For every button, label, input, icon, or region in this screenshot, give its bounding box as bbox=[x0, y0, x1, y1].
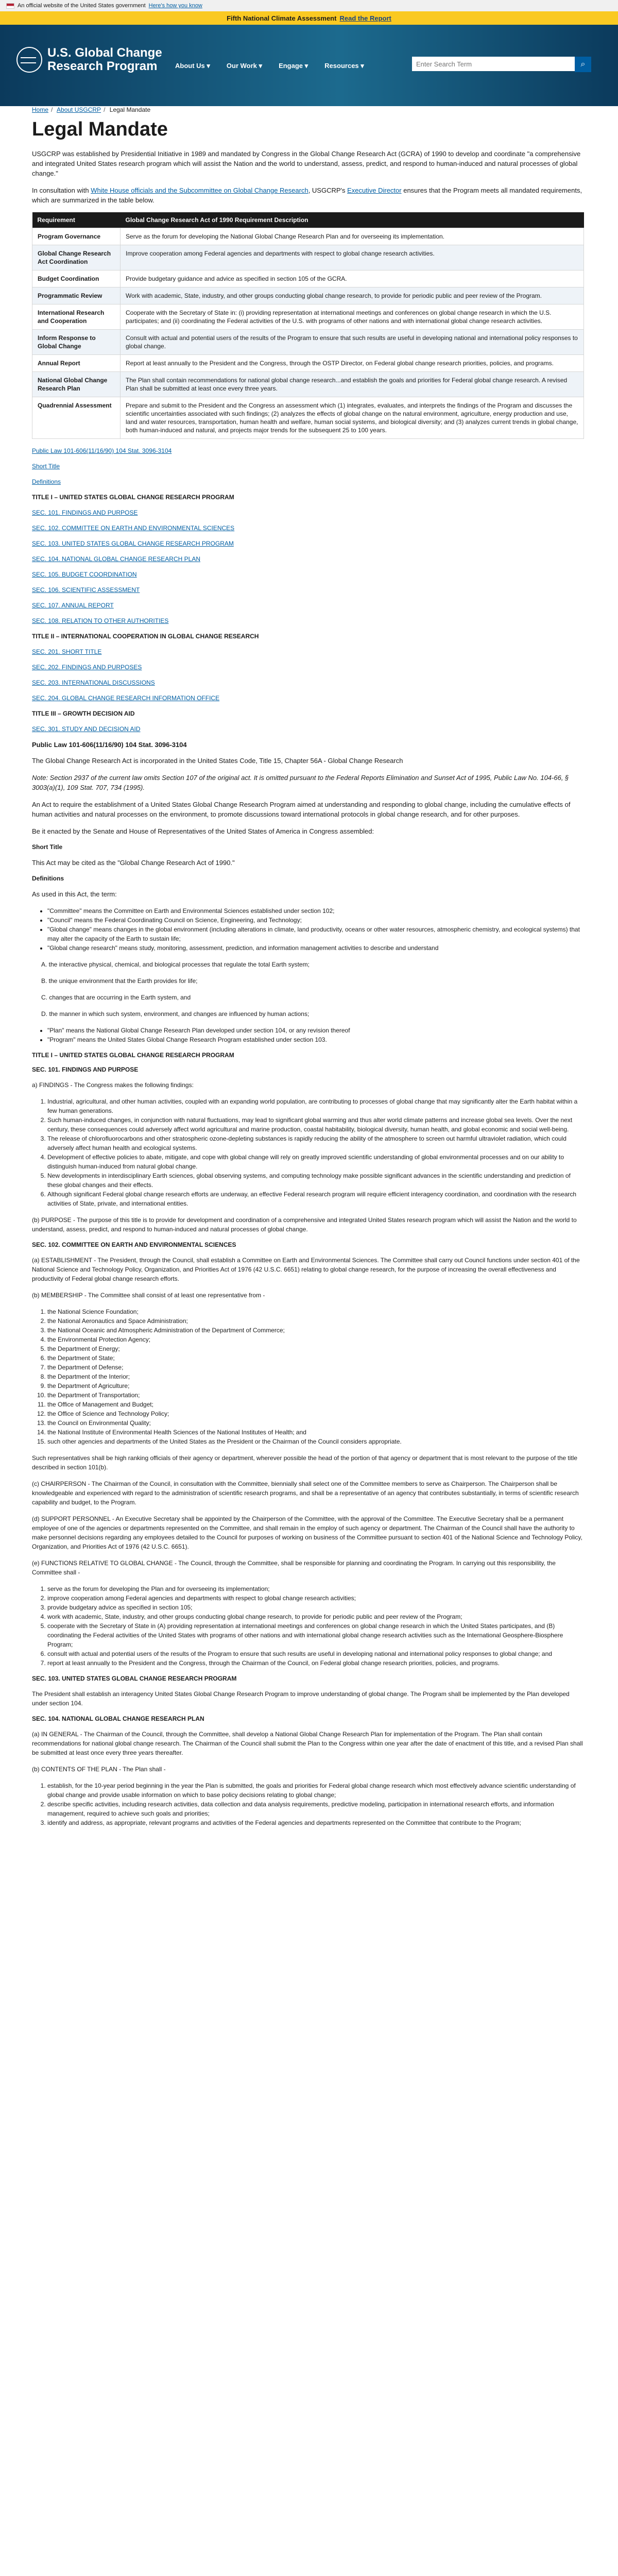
breadcrumb-current: Legal Mandate bbox=[109, 106, 151, 113]
short-title-text: This Act may be cited as the "Global Change Research Act of 1990." bbox=[32, 859, 235, 867]
site-header bbox=[0, 25, 618, 106]
list-item: 1. serve as the forum for developing the Plan and for overseeing its implementation; bbox=[47, 1584, 584, 1594]
toc-sec301[interactable]: SEC. 301. STUDY AND DECISION AID bbox=[32, 725, 141, 733]
list-item: 1. establish, for the 10-year period beginning in the year the Plan is submitted, the goals and priorities for Federal global change research which most effectively advance scientific understanding of global change and provide usable information on which to base policy decisions relating to global change; bbox=[47, 1781, 584, 1800]
table-header: Global Change Research Act of 1990 Requirement Description bbox=[121, 212, 584, 228]
short-title-heading: Short Title bbox=[32, 843, 63, 851]
requirements-table bbox=[32, 212, 584, 439]
list-item: D. the manner in which such system, environment, and changes are influenced by human actions; bbox=[41, 1010, 310, 1018]
table-header: Requirement bbox=[32, 212, 121, 228]
search-input[interactable] bbox=[412, 57, 575, 71]
table-row: Quadrennial Assessment Prepare and submit to the President and the Congress an assessment which (1) integrates, evaluates, and interprets the findings of the Program and discusses the scientific uncertainties associated with such findings; (2) analyzes the effects of global change on the natural environment, agriculture, energy production and use, land and water resources, transportation, human health and welfare, human social systems, and biological diversity; and (3) analyzes current trends in global change, both human-induced and natural, and projects major trends for the subsequent 25 to 100 years. bbox=[32, 397, 584, 439]
sec102-chairperson: (c) CHAIRPERSON - The Chairman of the Council, in consultation with the Committee, biennially shall select one of the Committee members to serve as Chairperson. The Chairperson shall be knowledgeable and experienced with regard to the administration of scientific research programs, and shall be a representative of an agency that contributes substantially, in terms of scientific research capability and budget, to the Program. bbox=[32, 1480, 579, 1506]
toc-short-title[interactable]: Short Title bbox=[32, 463, 60, 470]
toc-title3: TITLE III – GROWTH DECISION AID bbox=[32, 710, 135, 717]
toc-sec106[interactable]: SEC. 106. SCIENTIFIC ASSESSMENT bbox=[32, 586, 140, 594]
definitions-list bbox=[32, 906, 584, 953]
list-item: 8. the Department of the Interior; bbox=[47, 1372, 584, 1381]
toc-sec108[interactable]: SEC. 108. RELATION TO OTHER AUTHORITIES bbox=[32, 617, 169, 624]
list-item: 7. report at least annually to the President and the Congress, through the Chairman of the Council, on Federal global change research priorities, policies, and programs. bbox=[47, 1658, 584, 1668]
list-item: • "Program" means the United States Global Change Research Program established under section 103. bbox=[47, 1035, 584, 1044]
list-item: 11. the Office of Management and Budget; bbox=[47, 1400, 584, 1409]
public-law-link[interactable]: Public Law 101-606(11/16/90) 104 Stat. 3096-3104 bbox=[32, 447, 172, 454]
sec102-functions: (e) FUNCTIONS RELATIVE TO GLOBAL CHANGE - The Council, through the Committee, shall be responsible for planning and coordinating the Program. In carrying out this responsibility, the Committee shall - bbox=[32, 1560, 556, 1576]
toc-title1: TITLE I – UNITED STATES GLOBAL CHANGE RESEARCH PROGRAM bbox=[32, 494, 234, 501]
toc-sec202[interactable]: SEC. 202. FINDINGS AND PURPOSES bbox=[32, 664, 142, 671]
list-item: • "Council" means the Federal Coordinating Council on Science, Engineering, and Technology; bbox=[47, 916, 584, 925]
list-item: C. changes that are occurring in the Earth system, and bbox=[41, 994, 191, 1001]
definitions-list-2 bbox=[32, 1026, 584, 1044]
list-item: 15. such other agencies and departments of the United States as the President or the Chairman of the Council considers appropriate. bbox=[47, 1437, 584, 1446]
sec103-text: The President shall establish an interagency United States Global Change Research Program to improve understanding of global change. The Program shall be implemented by the Plan developed under section 104. bbox=[32, 1690, 570, 1707]
list-item: • "Global change" means changes in the global environment (including alterations in climate, land productivity, oceans or other water resources, atmospheric chemistry, and ecological systems) that may alter the capacity of the Earth to sustain life; bbox=[47, 925, 584, 943]
toc-definitions[interactable]: Definitions bbox=[32, 478, 61, 485]
table-row: Global Change Research Act Coordination Improve cooperation among Federal agencies and departments with respect to global change research activities. bbox=[32, 245, 584, 270]
list-item: 2. the National Aeronautics and Space Administration; bbox=[47, 1316, 584, 1326]
toc-sec103[interactable]: SEC. 103. UNITED STATES GLOBAL CHANGE RESEARCH PROGRAM bbox=[32, 540, 234, 547]
table-row: Inform Response to Global Change Consult with actual and potential users of the results of the Program to ensure that such results are useful in developing national and international policy responses to global change. bbox=[32, 330, 584, 355]
plan-list bbox=[32, 1781, 584, 1827]
alert-link[interactable]: Read the Report bbox=[339, 14, 391, 22]
list-item: 6. Although significant Federal global change research efforts are underway, an effective Federal research program will require efficient interagency coordination, and coordination with the research activities of State, private, and international entities. bbox=[47, 1190, 584, 1208]
alert-text: Fifth National Climate Assessment bbox=[227, 14, 337, 22]
table-row: Budget Coordination Provide budgetary guidance and advice as specified in section 105 of the GCRA. bbox=[32, 270, 584, 287]
us-flag-icon bbox=[6, 3, 14, 9]
list-item: 5. cooperate with the Secretary of State in (A) providing representation at international meetings and conferences on global change research in which the United States participates, and (B) coordinating the Federal activities of the United States with programs of other nations and with international global change research activities such as the International Geosphere-Biosphere Program; bbox=[47, 1621, 584, 1649]
list-item: 6. consult with actual and potential users of the results of the Program to ensure that such results are useful in developing national and international policy responses to global change; and bbox=[47, 1649, 584, 1658]
toc-sec105[interactable]: SEC. 105. BUDGET COORDINATION bbox=[32, 571, 137, 578]
gov-banner bbox=[0, 0, 618, 11]
list-item: 7. the Department of Defense; bbox=[47, 1363, 584, 1372]
list-item: 12. the Office of Science and Technology Policy; bbox=[47, 1409, 584, 1418]
wh-officials-link[interactable]: White House officials and the Subcommittee on Global Change Research bbox=[91, 187, 308, 194]
definitions-intro: As used in this Act, the term: bbox=[32, 890, 117, 898]
alert-bar bbox=[0, 11, 618, 25]
toc-sec204[interactable]: SEC. 204. GLOBAL CHANGE RESEARCH INFORMATION OFFICE bbox=[32, 694, 220, 702]
law-paragraph: An Act to require the establishment of a United States Global Change Research Program aimed at understanding and responding to global change, including the cumulative effects of human activities and natural processes on the environment, to promote discussions toward international protocols in global change research, and for other purposes. bbox=[32, 801, 571, 818]
list-item: B. the unique environment that the Earth provides for life; bbox=[41, 977, 198, 985]
list-item: A. the interactive physical, chemical, and biological processes that regulate the total Earth system; bbox=[41, 961, 310, 968]
search-icon: ⌕ bbox=[580, 60, 586, 69]
list-item: 4. the Environmental Protection Agency; bbox=[47, 1335, 584, 1344]
list-item: 13. the Council on Environmental Quality; bbox=[47, 1418, 584, 1428]
sec104-heading: SEC. 104. NATIONAL GLOBAL CHANGE RESEARCH PLAN bbox=[32, 1715, 204, 1722]
list-item: 1. the National Science Foundation; bbox=[47, 1307, 584, 1316]
sec102-establishment: (a) ESTABLISHMENT - The President, through the Council, shall establish a Committee on Earth and Environmental Sciences. The Committee shall carry out Council functions under section 401 of the National Science and Technology Policy, Organization, and Priorities Act of 1976 (42 U.S.C. 6651) relating to global change research, for the purpose of increasing the overall effectiveness and productivity of Federal global change research efforts. bbox=[32, 1257, 580, 1282]
table-of-contents bbox=[32, 447, 584, 733]
list-item: 14. the National Institute of Environmental Health Sciences of the National Institutes of Health; and bbox=[47, 1428, 584, 1437]
list-item: 1. Industrial, agricultural, and other human activities, coupled with an expanding world population, are contributing to processes of global change that may significantly alter the Earth habitat within a few human generations. bbox=[47, 1097, 584, 1115]
toc-sec201[interactable]: SEC. 201. SHORT TITLE bbox=[32, 648, 102, 655]
list-item: 3. identify and address, as appropriate, relevant programs and activities of the Federal agencies and departments represented on the Committee that contribute to the Program; bbox=[47, 1818, 584, 1827]
sec101-findings-intro: a) FINDINGS - The Congress makes the following findings: bbox=[32, 1081, 194, 1089]
table-row: Annual Report Report at least annually to the President and the Congress, through the OSTP Director, on Federal global change research priorities, policies, and programs. bbox=[32, 355, 584, 372]
nav-our-work[interactable]: Our Work ▾ bbox=[226, 62, 263, 70]
toc-sec104[interactable]: SEC. 104. NATIONAL GLOBAL CHANGE RESEARCH PLAN bbox=[32, 555, 200, 563]
list-item: 2. improve cooperation among Federal agencies and departments with respect to global change research activities; bbox=[47, 1594, 584, 1603]
globe-icon bbox=[16, 47, 42, 73]
breadcrumb-about[interactable]: About USGCRP bbox=[57, 106, 101, 113]
toc-sec101[interactable]: SEC. 101. FINDINGS AND PURPOSE bbox=[32, 509, 138, 516]
nav-about-us[interactable]: About Us ▾ bbox=[175, 62, 210, 70]
definitions-heading: Definitions bbox=[32, 875, 64, 882]
functions-list bbox=[32, 1584, 584, 1668]
nav-resources[interactable]: Resources ▾ bbox=[324, 62, 364, 70]
law-paragraph: Be it enacted by the Senate and House of Representatives of the United States of America in Congress assembled: bbox=[32, 827, 374, 835]
findings-list bbox=[32, 1097, 584, 1208]
search-button[interactable] bbox=[575, 57, 591, 72]
gov-banner-link[interactable]: Here's how you know bbox=[148, 3, 202, 9]
site-search bbox=[412, 57, 591, 72]
list-item: • "Committee" means the Committee on Earth and Environmental Sciences established under section 102; bbox=[47, 906, 584, 916]
toc-sec102[interactable]: SEC. 102. COMMITTEE ON EARTH AND ENVIRONMENTAL SCIENCES bbox=[32, 524, 235, 532]
law-paragraph: The Global Change Research Act is incorporated in the United States Code, Title 15, Chapter 56A - Global Change Research bbox=[32, 757, 403, 765]
main-content bbox=[32, 106, 584, 1835]
members-list bbox=[32, 1307, 584, 1446]
sec102-support: (d) SUPPORT PERSONNEL - An Executive Secretary shall be appointed by the Chairperson of the Committee, with the approval of the Committee. The Executive Secretary shall be a permanent employee of one of the agencies or departments represented on the Committee, and shall remain in the employ of such agency or department. The Chairman of the Council shall have the authority to make personnel decisions regarding any employees detailed to the Council for purposes of working on business of the Committee pursuant to section 401 of the National Science and Technology Policy, Organization, and Priorities Act of 1976 (42 U.S.C. 6651). bbox=[32, 1515, 582, 1550]
list-item: 3. the National Oceanic and Atmospheric Administration of the Department of Commerce; bbox=[47, 1326, 584, 1335]
list-item: 2. describe specific activities, including research activities, data collection and data analysis requirements, predictive modeling, participation in international research efforts, and information management, required to achieve such goals and priorities; bbox=[47, 1800, 584, 1818]
table-row: Programmatic Review Work with academic, State, industry, and other groups conducting global change research, to provide for periodic public and peer review of the Program. bbox=[32, 287, 584, 304]
list-item: • "Global change research" means study, monitoring, assessment, prediction, and information management activities to describe and understand bbox=[47, 943, 584, 953]
list-item: • "Plan" means the National Global Change Research Plan developed under section 104, or any revision thereof bbox=[47, 1026, 584, 1035]
intro-paragraph-2: In consultation with White House officials and the Subcommittee on Global Change Research, USGCRP's Executive Director ensures that the Program meets all mandated requirements, which are summarized in the table below. bbox=[32, 187, 582, 204]
definition-subitems bbox=[41, 960, 584, 1019]
sec104-general: (a) IN GENERAL - The Chairman of the Council, through the Committee, shall develop a National Global Change Research Plan for implementation of the Program. The Plan shall contain recommendations for national global change research. The Chairman of the Council shall submit the Plan to the Congress within one year after the date of enactment of this title, and a revised Plan shall be submitted at least once every three years thereafter. bbox=[32, 1731, 583, 1756]
intro-paragraph: USGCRP was established by Presidential Initiative in 1989 and mandated by Congress in the Global Change Research Act (GCRA) of 1990 to develop and coordinate "a comprehensive and integrated United States research program which will assist the Nation and the world to understand, assess, predict, and respond to human-induced and natural processes of global change." bbox=[32, 150, 581, 177]
sec101-purpose: (b) PURPOSE - The purpose of this title is to provide for development and coordination of a comprehensive and integrated United States research program which will assist the Nation and the world to understand, assess, predict, and respond to human-induced and natural processes of global change. bbox=[32, 1216, 577, 1233]
logo-line2: Research Program bbox=[47, 59, 158, 73]
toc-sec203[interactable]: SEC. 203. INTERNATIONAL DISCUSSIONS bbox=[32, 679, 155, 686]
nav-engage[interactable]: Engage ▾ bbox=[279, 62, 308, 70]
list-item: 2. Such human-induced changes, in conjunction with natural fluctuations, may lead to significant global warming and thus alter world climate patterns and increase global sea levels. Over the next century, these consequences could adversely affect world agricultural and marine production, coastal habitability, biological diversity, human health, and global economic and social well-being. bbox=[47, 1115, 584, 1134]
law-heading: Public Law 101-606(11/16/90) 104 Stat. 3096-3104 bbox=[32, 741, 187, 749]
list-item: 5. the Department of Energy; bbox=[47, 1344, 584, 1353]
toc-sec107[interactable]: SEC. 107. ANNUAL REPORT bbox=[32, 602, 114, 609]
gov-banner-text: An official website of the United States government bbox=[18, 3, 146, 9]
sec101-heading: SEC. 101. FINDINGS AND PURPOSE bbox=[32, 1066, 139, 1073]
table-row: National Global Change Research Plan The Plan shall contain recommendations for national global change research...and establish the goals and priorities for Federal global change research. A revised Plan shall be submitted at least once every three years. bbox=[32, 372, 584, 397]
logo-line1: U.S. Global Change bbox=[47, 46, 162, 60]
list-item: 4. Development of effective policies to abate, mitigate, and cope with global change will rely on greatly improved scientific understanding of global environmental processes and on our ability to distinguish human-induced from natural global change. bbox=[47, 1153, 584, 1171]
law-note: Note: Section 2937 of the current law omits Section 107 of the original act. It is omitted pursuant to the Federal Reports Elimination and Sunset Act of 1995, Public Law No. 104-66, § 3003(a)(1), 109 Stat. 707, 734 (1995). bbox=[32, 774, 569, 791]
sec102-membership-note: Such representatives shall be high ranking officials of their agency or department, wherever possible the head of the portion of that agency or department that is most relevant to the purpose of the title described in section 101(b). bbox=[32, 1454, 578, 1471]
page-title: Legal Mandate bbox=[32, 118, 168, 140]
list-item: 6. the Department of State; bbox=[47, 1353, 584, 1363]
site-logo[interactable] bbox=[16, 46, 162, 73]
title1-heading: TITLE I – UNITED STATES GLOBAL CHANGE RESEARCH PROGRAM bbox=[32, 1052, 234, 1059]
exec-director-link[interactable]: Executive Director bbox=[347, 187, 402, 194]
sec102-membership: (b) MEMBERSHIP - The Committee shall consist of at least one representative from - bbox=[32, 1292, 265, 1299]
toc-title2: TITLE II – INTERNATIONAL COOPERATION IN GLOBAL CHANGE RESEARCH bbox=[32, 633, 259, 640]
sec104-contents: (b) CONTENTS OF THE PLAN - The Plan shall - bbox=[32, 1766, 166, 1773]
list-item: 9. the Department of Agriculture; bbox=[47, 1381, 584, 1391]
table-row: International Research and Cooperation Cooperate with the Secretary of State in: (i) providing representation at international meetings and conferences on global change research in which the U.S. participates; and (ii) coordinating the Federal activities of the U.S. with programs of other nations and with international global change research activities. bbox=[32, 304, 584, 330]
breadcrumb: Home / About USGCRP / Legal Mandate bbox=[32, 106, 151, 113]
sec102-heading: SEC. 102. COMMITTEE ON EARTH AND ENVIRONMENTAL SCIENCES bbox=[32, 1241, 236, 1248]
list-item: 3. The release of chlorofluorocarbons and other stratospheric ozone-depleting substances is rapidly reducing the ability of the atmosphere to screen out harmful ultraviolet radiation, which could adversely affect human health and ecological systems. bbox=[47, 1134, 584, 1153]
list-item: 4. work with academic, State, industry, and other groups conducting global change research, to provide for periodic public and peer review of the Program; bbox=[47, 1612, 584, 1621]
sec103-heading: SEC. 103. UNITED STATES GLOBAL CHANGE RESEARCH PROGRAM bbox=[32, 1675, 237, 1682]
list-item: 3. provide budgetary advice as specified in section 105; bbox=[47, 1603, 584, 1612]
main-nav bbox=[175, 62, 364, 70]
breadcrumb-home[interactable]: Home bbox=[32, 106, 49, 113]
list-item: 5. New developments in interdisciplinary Earth sciences, global observing systems, and computing technology make possible significant advances in the scientific understanding and prediction of these global changes and their effects. bbox=[47, 1171, 584, 1190]
table-row: Program Governance Serve as the forum for developing the National Global Change Research Plan and for overseeing its implementation. bbox=[32, 228, 584, 245]
list-item: 10. the Department of Transportation; bbox=[47, 1391, 584, 1400]
